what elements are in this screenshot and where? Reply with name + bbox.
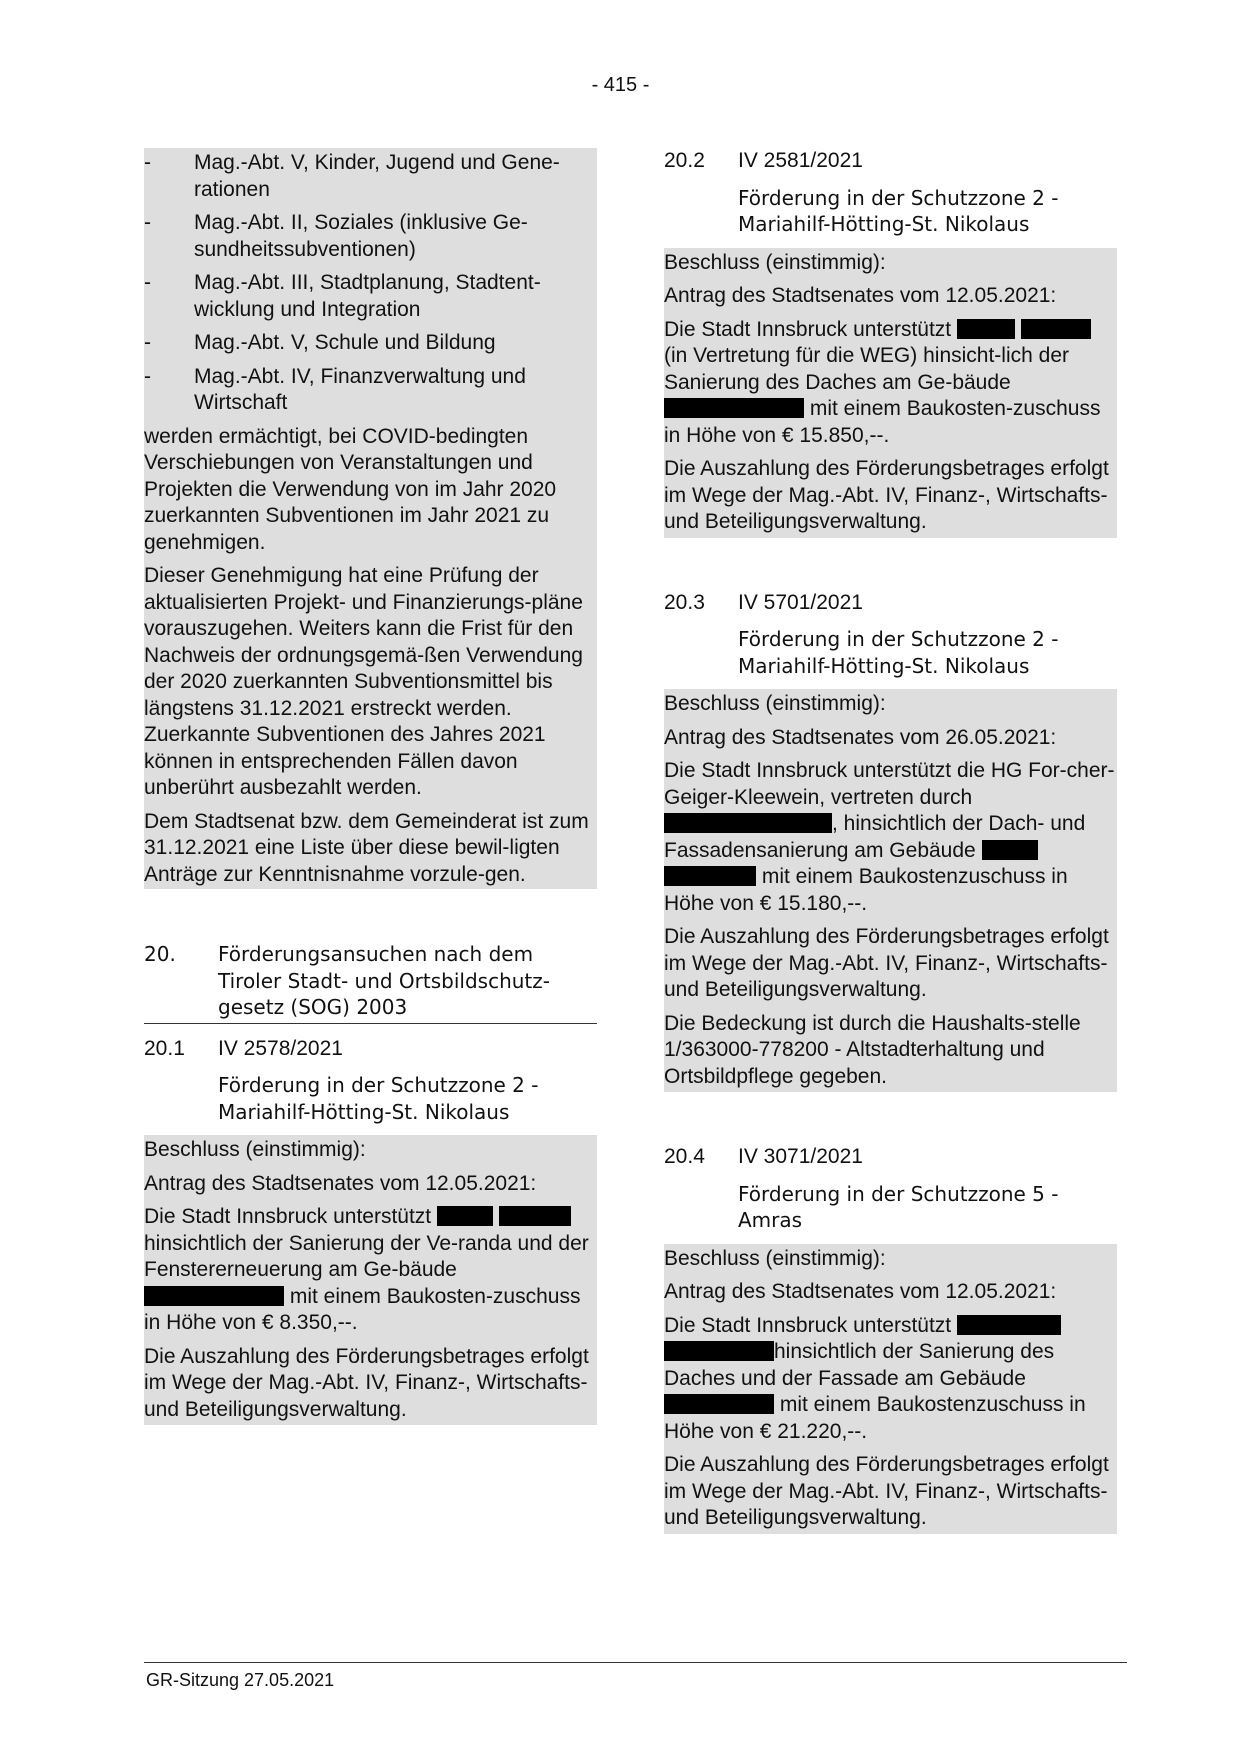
item-subtitle: Förderung in der Schutzzone 5 - Amras — [738, 1181, 1059, 1232]
resolution-block: Beschluss (einstimmig): Antrag des Stadtsenates vom 12.05.2021: Die Stadt Innsbruck unterstützt hinsichtlich der Sanierung des Daches und der Fassade am Gebäude mit einem Baukostenzuschuss in Höhe von € 21.220,--. Die Auszahlung des Förderungsbetrages erfolgt im Wege der Mag.-Abt. IV, Finanz-, Wirtschafts- und Beteiligungsverwaltung. — [664, 1244, 1117, 1534]
paragraph: Die Auszahlung des Förderungsbetrages erfolgt im Wege der Mag.-Abt. IV, Finanz-, Wirtschafts- und Beteiligungsverwaltung. — [144, 1344, 589, 1421]
redaction-box — [957, 1315, 1061, 1335]
item-heading: 20.2 IV 2581/2021 — [664, 149, 863, 172]
paragraph: Die Stadt Innsbruck unterstützt hinsichtlich der Sanierung der Ve-randa und der Fenstererneuerung am Ge-bäude mit einem Baukosten-zuschuss in Höhe von € 8.350,--. — [144, 1205, 589, 1334]
item-heading: 20.4 IV 3071/2021 — [664, 1145, 863, 1168]
paragraph: Die Auszahlung des Förderungsbetrages erfolgt im Wege der Mag.-Abt. IV, Finanz-, Wirtschafts- und Beteiligungsverwaltung. — [664, 925, 1109, 1001]
list-item: - Mag.-Abt. II, Soziales (inklusive Ge-sundheitssubventionen) — [144, 211, 528, 261]
paragraph: Die Stadt Innsbruck unterstützt (in Vertretung für die WEG) hinsicht-lich der Sanierung des Daches am Ge-bäude mit einem Baukosten-zuschuss in Höhe von € 15.850,--. — [664, 317, 1101, 447]
item-heading: 20.3 IV 5701/2021 — [664, 590, 863, 614]
paragraph: Die Stadt Innsbruck unterstützt hinsichtlich der Sanierung des Daches und der Fassade am Gebäude mit einem Baukostenzuschuss in Höhe von € 21.220,--. — [664, 1313, 1086, 1443]
list-item: - Mag.-Abt. V, Schule und Bildung — [144, 331, 496, 354]
resolution-block: Beschluss (einstimmig): Antrag des Stadtsenates vom 12.05.2021: Die Stadt Innsbruck unterstützt (in Vertretung für die WEG) hinsicht-lich der Sanierung des Daches am Ge-bäude mit einem Baukosten-zuschuss in Höhe von € 15.850,--. Die Auszahlung des Förderungsbetrages erfolgt im Wege der Mag.-Abt. IV, Finanz-, Wirtschafts- und Beteiligungsverwaltung. — [664, 248, 1117, 538]
left-column — [144, 148, 597, 1425]
authorization-block — [144, 148, 597, 889]
paragraph: Die Stadt Innsbruck unterstützt die HG For-cher-Geiger-Kleewein, vertreten durch , hinsichtlich der Dach- und Fassadensanierung am Gebäude mit einem Baukostenzuschuss in Höhe von € 15.180,--. — [664, 759, 1115, 915]
paragraph: werden ermächtigt, bei COVID-bedingten Verschiebungen von Veranstaltungen und Projekten die Verwendung von im Jahr 2020 zuerkannten Subventionen im Jahr 2021 zu genehmigen. — [144, 424, 557, 554]
redaction-box — [664, 866, 756, 886]
footer-text: GR-Sitzung 27.05.2021 — [146, 1670, 335, 1690]
list-item: - Mag.-Abt. V, Kinder, Jugend und Gene-rationen — [144, 151, 560, 201]
section-divider — [144, 1023, 597, 1024]
paragraph: Die Auszahlung des Förderungsbetrages erfolgt im Wege der Mag.-Abt. IV, Finanz-, Wirtschafts- und Beteiligungsverwaltung. — [664, 457, 1109, 533]
redaction-box — [144, 1286, 284, 1306]
page-number: - 415 - — [591, 74, 650, 96]
paragraph: Dieser Genehmigung hat eine Prüfung der aktualisierten Projekt- und Finanzierungs-pläne vorauszugehen. Weiters kann die Frist für den Nachweis der ordnungsgemä-ßen Verwendung der 2020 zuerkannten Subventionsmittel bis längstens 31.12.2021 erstreckt werden. Zuerkannte Subventionen des Jahres 2021 können in entsprechenden Fällen davon unberührt ausbezahlt werden. — [144, 564, 583, 799]
item-heading: 20.1 IV 2578/2021 — [144, 1036, 343, 1060]
resolution-block: Beschluss (einstimmig): Antrag des Stadtsenates vom 12.05.2021: Die Stadt Innsbruck unterstützt hinsichtlich der Sanierung der Ve-randa und der Fenstererneuerung am Ge-bäude mit einem Baukosten-zuschuss in Höhe von € 8.350,--. Die Auszahlung des Förderungsbetrages erfolgt im Wege der Mag.-Abt. IV, Finanz-, Wirtschafts- und Beteiligungsverwaltung. — [144, 1135, 597, 1425]
footer-divider — [144, 1662, 1127, 1663]
redaction-box — [1021, 319, 1091, 339]
right-column — [664, 148, 1117, 1534]
redaction-box — [664, 398, 804, 418]
redaction-box — [499, 1206, 571, 1226]
redaction-box — [664, 1394, 774, 1414]
redaction-box — [664, 1341, 774, 1361]
item-subtitle: Förderung in der Schutzzone 2 - Mariahilf-Hötting-St. Nikolaus — [738, 627, 1059, 678]
paragraph: Dem Stadtsenat bzw. dem Gemeinderat ist zum 31.12.2021 eine Liste über diese bewil-ligten Anträge zur Kenntnisnahme vorzule-gen. — [144, 809, 589, 886]
redaction-box — [437, 1206, 493, 1226]
paragraph: Die Bedeckung ist durch die Haushalts-stelle 1/363000-778200 - Altstadterhaltung und Ortsbildpflege gegeben. — [664, 1011, 1081, 1088]
section-heading: 20. Förderungsansuchen nach dem Tiroler Stadt- und Ortsbildschutz-gesetz (SOG) 2003 — [144, 942, 550, 1019]
paragraph: Die Auszahlung des Förderungsbetrages erfolgt im Wege der Mag.-Abt. IV, Finanz-, Wirtschafts- und Beteiligungsverwaltung. — [664, 1453, 1109, 1529]
resolution-block: Beschluss (einstimmig): Antrag des Stadtsenates vom 26.05.2021: Die Stadt Innsbruck unterstützt die HG For-cher-Geiger-Kleewein, vertreten durch , hinsichtlich der Dach- und Fassadensanierung am Gebäude mit einem Baukostenzuschuss in Höhe von € 15.180,--. Die Auszahlung des Förderungsbetrages erfolgt im Wege der Mag.-Abt. IV, Finanz-, Wirtschafts- und Beteiligungsverwaltung. Die Bedeckung ist durch die Haushalts-stelle 1/363000-778200 - Altstadterhaltung und Ortsbildpflege gegeben. — [664, 689, 1117, 1092]
redaction-box — [957, 319, 1015, 339]
item-subtitle: Förderung in der Schutzzone 2 - Mariahilf-Hötting-St. Nikolaus — [738, 185, 1059, 236]
redaction-box — [664, 813, 832, 833]
list-item: - Mag.-Abt. III, Stadtplanung, Stadtent-wicklung und Integration — [144, 271, 541, 321]
redaction-box — [982, 840, 1038, 860]
item-subtitle: Förderung in der Schutzzone 2 - Mariahilf-Hötting-St. Nikolaus — [218, 1073, 539, 1124]
list-item: - Mag.-Abt. IV, Finanzverwaltung und Wirtschaft — [144, 364, 526, 414]
